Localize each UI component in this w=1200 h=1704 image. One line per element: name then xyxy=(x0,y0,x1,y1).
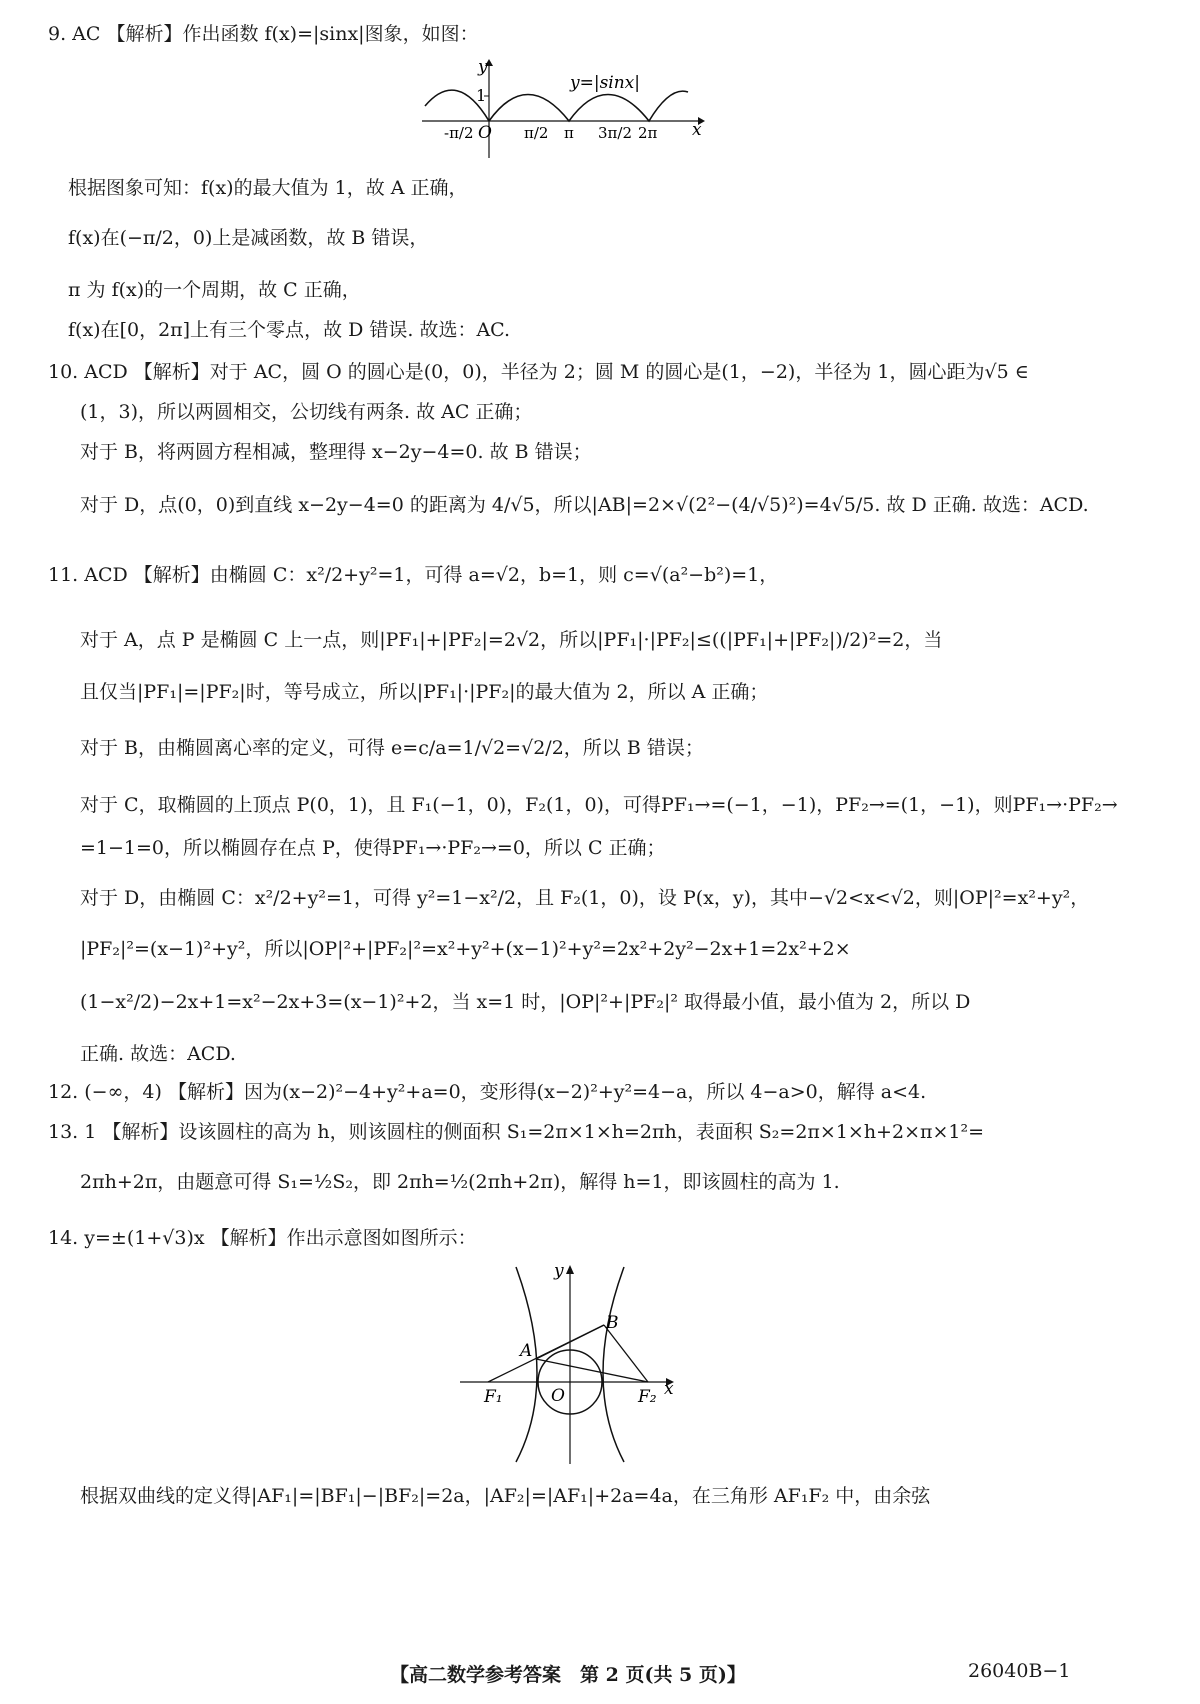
graph-curve-label: y=|sinx| xyxy=(570,73,641,93)
p10-line-3: 对于 B，将两圆方程相减，整理得 x−2y−4=0. 故 B 错误； xyxy=(80,441,592,463)
p11-line-9: (1−x²/2)−2x+1=x²−2x+3=(x−1)²+2，当 x=1 时，|OP|²+|PF₂|² 取得最小值，最小值为 2，所以 D xyxy=(80,991,971,1013)
hyperbola-diagram xyxy=(458,1262,680,1468)
graph-y-label: y xyxy=(478,58,488,77)
graph-tick-pi: π xyxy=(564,124,574,142)
p9-line-1: 根据图象可知：f(x)的最大值为 1，故 A 正确， xyxy=(68,177,468,199)
diagram-x-label: x xyxy=(664,1379,674,1399)
p11-line-6: =1−1=0，所以椭圆存在点 P，使得PF₁→·PF₂→=0，所以 C 正确； xyxy=(80,837,666,859)
graph-tick-three-half-pi: 3π/2 xyxy=(598,124,632,142)
footer-page-info: 【高二数学参考答案 第 2 页(共 5 页)】 xyxy=(390,1664,746,1686)
diagram-point-f1: F₁ xyxy=(484,1387,503,1407)
diagram-y-label: y xyxy=(554,1262,564,1281)
problem9-header: 9. AC 【解析】作出函数 f(x)=|sinx|图象，如图： xyxy=(48,23,479,45)
p9-line-2: f(x)在(−π/2，0)上是减函数，故 B 错误， xyxy=(68,227,429,249)
p11-line-1: 11. ACD 【解析】由椭圆 C：x²/2+y²=1，可得 a=√2，b=1，则 c=√(a²−b²)=1， xyxy=(48,564,779,586)
hyperbola-left-branch xyxy=(516,1267,537,1462)
diagram-point-b: B xyxy=(606,1313,619,1333)
p13-line-1: 13. 1 【解析】设该圆柱的高为 h，则该圆柱的侧面积 S₁=2π×1×h=2πh，表面积 S₂=2π×1×h+2×π×1²= xyxy=(48,1121,985,1143)
p9-line-3: π 为 f(x)的一个周期，故 C 正确， xyxy=(68,279,361,301)
p10-line-4: 对于 D，点(0，0)到直线 x−2y−4=0 的距离为 4/√5，所以|AB|=2×√(2²−(4/√5)²)=4√5/5. 故 D 正确. 故选：ACD. xyxy=(80,494,1089,516)
p14-last-line: 根据双曲线的定义得|AF₁|=|BF₁|−|BF₂|=2a，|AF₂|=|AF₁|+2a=4a，在三角形 AF₁F₂ 中，由余弦 xyxy=(80,1485,931,1507)
p11-line-2: 对于 A，点 P 是椭圆 C 上一点，则|PF₁|+|PF₂|=2√2，所以|PF₁|·|PF₂|≤((|PF₁|+|PF₂|)/2)²=2，当 xyxy=(80,629,943,651)
graph-origin: O xyxy=(478,123,492,143)
diagram-origin: O xyxy=(551,1386,565,1406)
p10-line-1: 10. ACD 【解析】对于 AC，圆 O 的圆心是(0，0)，半径为 2；圆 M 的圆心是(1，−2)，半径为 1，圆心距为√5 ∈ xyxy=(48,361,1029,383)
graph-tick-half-pi: π/2 xyxy=(524,124,549,142)
diagram-point-a: A xyxy=(520,1341,533,1361)
p12-line: 12. (−∞，4) 【解析】因为(x−2)²−4+y²+a=0，变形得(x−2)²+y²=4−a，所以 4−a>0，解得 a<4. xyxy=(48,1081,927,1103)
graph-tick-two-pi: 2π xyxy=(638,124,658,142)
p11-line-8: |PF₂|²=(x−1)²+y²，所以|OP|²+|PF₂|²=x²+y²+(x−1)²+y²=2x²+2y²−2x+1=2x²+2× xyxy=(80,938,851,960)
graph-tick-neg-half-pi: -π/2 xyxy=(444,124,474,142)
graph-tick-one: 1 xyxy=(476,86,487,105)
diagram-point-f2: F₂ xyxy=(638,1387,657,1407)
p11-line-3: 且仅当|PF₁|=|PF₂|时，等号成立，所以|PF₁|·|PF₂|的最大值为 2，所以 A 正确； xyxy=(80,681,769,703)
p10-line-2: (1，3)，所以两圆相交，公切线有两条. 故 AC 正确； xyxy=(80,401,533,423)
p11-line-4: 对于 B，由椭圆离心率的定义，可得 e=c/a=1/√2=√2/2，所以 B 错误； xyxy=(80,737,704,759)
hyperbola-right-branch xyxy=(603,1267,624,1462)
abs-sin-curve xyxy=(425,90,688,121)
p13-line-2: 2πh+2π，由题意可得 S₁=½S₂，即 2πh=½(2πh+2π)，解得 h=1，即该圆柱的高为 1. xyxy=(80,1171,840,1193)
p14-header: 14. y=±(1+√3)x 【解析】作出示意图如图所示： xyxy=(48,1227,477,1249)
graph-x-label: x xyxy=(692,120,702,140)
p11-line-7: 对于 D，由椭圆 C：x²/2+y²=1，可得 y²=1−x²/2，且 F₂(1，0)，设 P(x，y)，其中−√2<x<√2，则|OP|²=x²+y²， xyxy=(80,887,1090,909)
sine-abs-graph xyxy=(420,58,705,162)
p11-line-10: 正确. 故选：ACD. xyxy=(80,1043,236,1065)
p11-line-5: 对于 C，取椭圆的上顶点 P(0，1)，且 F₁(−1，0)，F₂(1，0)，可得PF₁→=(−1，−1)，PF₂→=(1，−1)，则PF₁→·PF₂→ xyxy=(80,794,1118,816)
footer-code: 26040B−1 xyxy=(968,1660,1071,1682)
p9-line-4: f(x)在[0，2π]上有三个零点，故 D 错误. 故选：AC. xyxy=(68,319,511,341)
